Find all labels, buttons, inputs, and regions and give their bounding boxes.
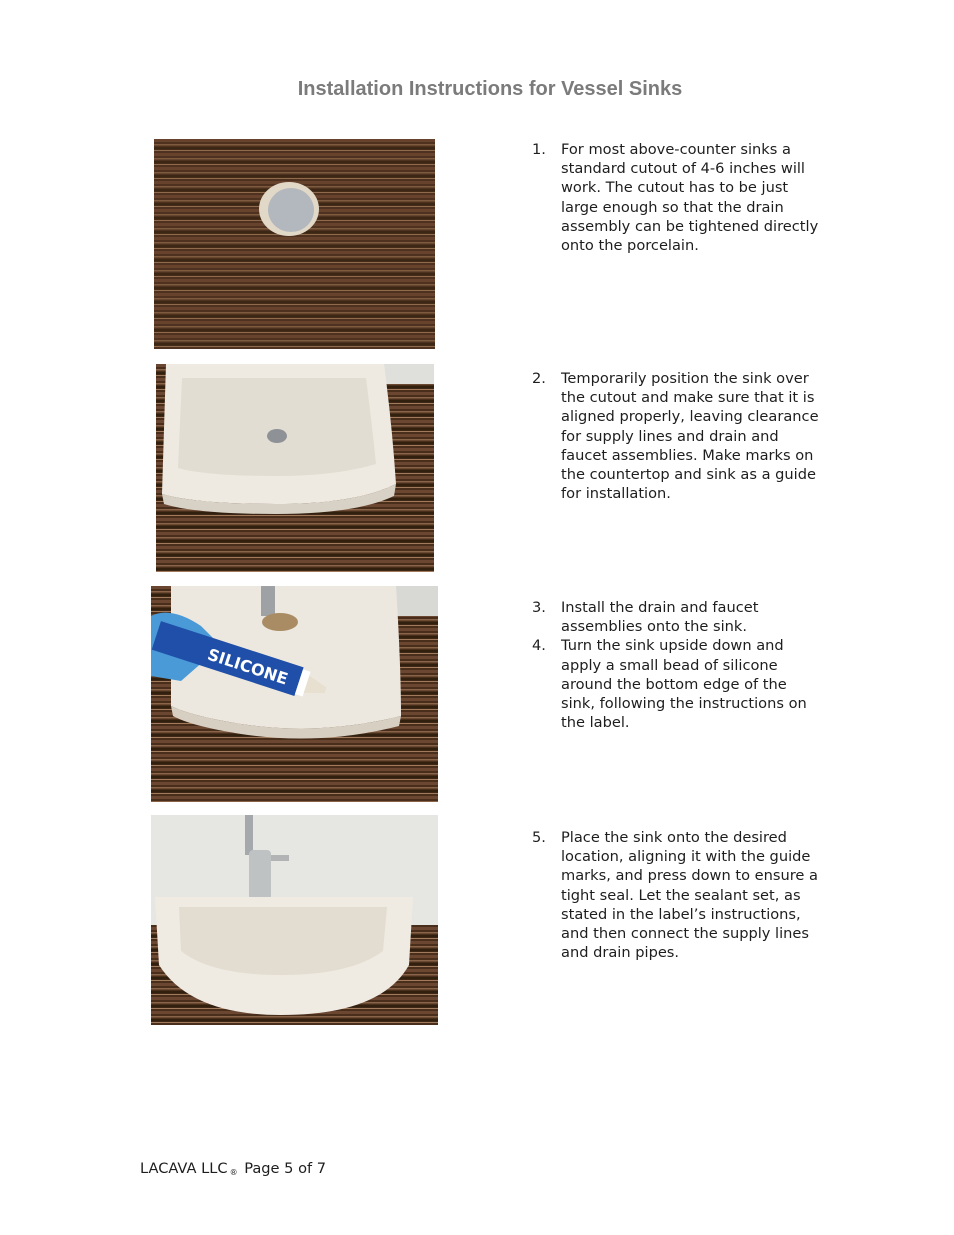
- list-item: [532, 598, 822, 636]
- page-title: Installation Instructions for Vessel Sinks: [297, 78, 683, 100]
- photo-applying-silicone: [151, 586, 438, 802]
- step-number: 5.: [532, 829, 546, 846]
- step-text: Turn the sink upside down and apply a small bead of silicone around the bottom edge of the sink, following the instructions on the label.: [561, 637, 807, 732]
- page-number: Page 5 of 7: [244, 1160, 327, 1177]
- step-number: 1.: [532, 141, 546, 158]
- step-group-2: [532, 369, 822, 503]
- registered-mark: ®: [229, 1168, 238, 1177]
- photo-finished-sink: [151, 815, 438, 1025]
- step-group-4: [532, 828, 822, 962]
- company-name: LACAVA LLC: [140, 1160, 228, 1177]
- step-number: 2.: [532, 370, 546, 387]
- step-text: Place the sink onto the desired location, aligning it with the guide marks, and press down to ensure a tight seal. Let the sealant set, as stated in the label’s instructions, and then connect the supply lines and drain pipes.: [561, 829, 818, 962]
- list-item: [532, 636, 822, 732]
- step-group-1: [532, 140, 822, 255]
- list-item: [532, 140, 822, 255]
- step-number: 4.: [532, 637, 546, 655]
- photo-sink-positioned: [156, 364, 434, 572]
- list-item: [532, 369, 822, 503]
- step-text: For most above-counter sinks a standard cutout of 4-6 inches will work. The cutout has to be just large enough so that the drain assembly can be tightened directly onto the porcelain.: [561, 141, 819, 255]
- page-footer: [140, 1160, 326, 1177]
- step-group-3: [532, 598, 822, 732]
- list-item: [532, 828, 822, 962]
- step-number: 3.: [532, 599, 546, 616]
- step-text: Temporarily position the sink over the cutout and make sure that it is aligned properly, leaving clearance for supply lines and drain and faucet assemblies. Make marks on the countertop and sink as a guide for installation.: [561, 370, 819, 503]
- silicone-label: SILICONE: [205, 644, 291, 689]
- photo-countertop-cutout: [154, 139, 435, 349]
- step-text: Install the drain and faucet assemblies onto the sink.: [561, 599, 759, 636]
